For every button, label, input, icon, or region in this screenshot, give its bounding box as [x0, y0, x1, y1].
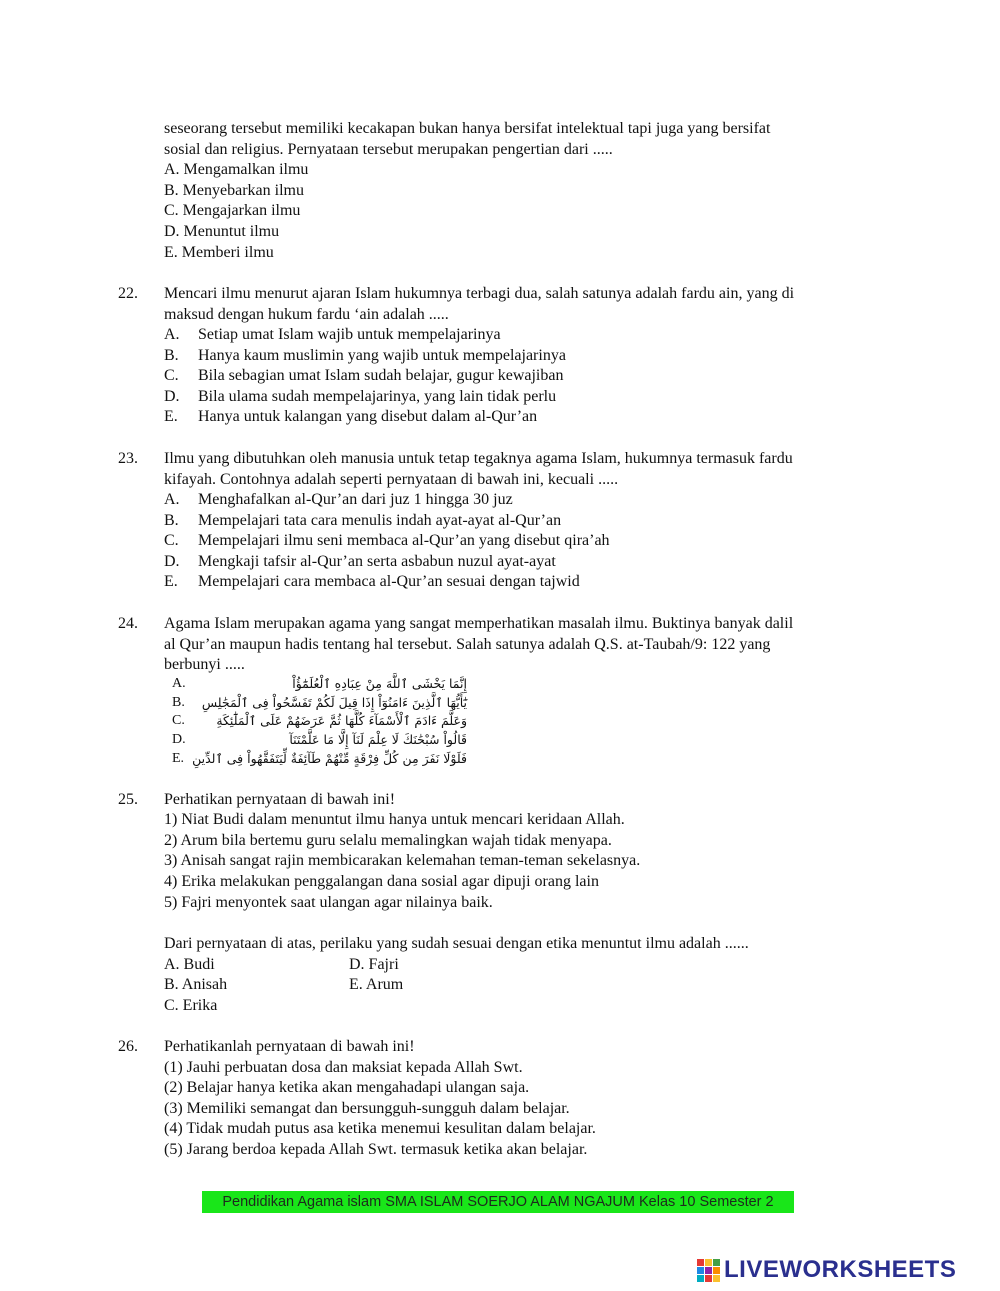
footer-banner: Pendidikan Agama islam SMA ISLAM SOERJO ALAM NGAJUM Kelas 10 Semester 2: [202, 1191, 794, 1213]
q23-option-b-text: Mempelajari tata cara menulis indah ayat-ayat al-Qur’an: [198, 512, 562, 529]
q26-statement-2: (2) Belajar hanya ketika akan mengahadapi ulangan saja.: [164, 1079, 530, 1096]
q25-option-b: B. Anisah: [164, 976, 228, 993]
liveworksheets-wordmark: LIVEWORKSHEETS: [724, 1256, 957, 1283]
q22-option-c-text: Bila sebagian umat Islam sudah belajar, gugur kewajiban: [198, 367, 564, 384]
q21-option-e: E. Memberi ilmu: [164, 244, 274, 261]
q23-text-line-1: Ilmu yang dibutuhkan oleh manusia untuk tetap tegaknya agama Islam, hukumnya termasuk fardu: [164, 450, 793, 467]
q22-option-c-letter: C.: [164, 367, 179, 384]
q24-option-e-arabic: فَلَوْلَا نَفَرَ مِن كُلِّ فِرْقَةٍ مِّنْهُمْ طَآئِفَةٌ لِّيَتَفَقَّهُواْ فِى ٱلدِّينِ: [192, 751, 467, 766]
q26-intro: Perhatikanlah pernyataan di bawah ini!: [164, 1038, 415, 1055]
q24-option-a-arabic: إِنَّمَا يَخْشَى ٱللَّهَ مِنْ عِبَادِهِ ٱلْعُلَمَٰٓؤُاْ: [292, 676, 467, 691]
q26-statement-5: (5) Jarang berdoa kepada Allah Swt. termasuk ketika akan belajar.: [164, 1141, 588, 1158]
q24-text-line-2: al Qur’an maupun hadis tentang hal tersebut. Salah satunya adalah Q.S. at-Taubah/9: 122 yang: [164, 636, 771, 653]
q24-option-c-letter: C.: [172, 713, 185, 728]
q24-option-d-letter: D.: [172, 732, 186, 747]
q23-option-e-text: Mempelajari cara membaca al-Qur’an sesuai dengan tajwid: [198, 573, 580, 590]
q23-number: 23.: [118, 450, 138, 467]
q25-statement-2: 2) Arum bila bertemu guru selalu memalingkan wajah tidak menyapa.: [164, 832, 612, 849]
q24-option-e-letter: E.: [172, 751, 185, 766]
q21-option-a: A. Mengamalkan ilmu: [164, 161, 309, 178]
q23-option-c-text: Mempelajari ilmu seni membaca al-Qur’an yang disebut qira’ah: [198, 532, 610, 549]
q22-option-e-text: Hanya untuk kalangan yang disebut dalam al-Qur’an: [198, 408, 538, 425]
q24-number: 24.: [118, 615, 138, 632]
q25-option-e: E. Arum: [349, 976, 404, 993]
q21-option-c: C. Mengajarkan ilmu: [164, 202, 301, 219]
q22-option-a-text: Setiap umat Islam wajib untuk mempelajarinya: [198, 326, 501, 343]
q21-text-line-1: seseorang tersebut memiliki kecakapan bukan hanya bersifat intelektual tapi juga yang bersifat: [164, 120, 771, 137]
q25-intro: Perhatikan pernyataan di bawah ini!: [164, 791, 396, 808]
q25-statement-4: 4) Erika melakukan penggalangan dana sosial agar dipuji orang lain: [164, 873, 599, 890]
q25-option-a: A. Budi: [164, 956, 215, 973]
q21-text-line-2: sosial dan religius. Pernyataan tersebut merupakan pengertian dari .....: [164, 141, 613, 158]
q25-statement-3: 3) Anisah sangat rajin membicarakan kelemahan teman-teman sekelasnya.: [164, 852, 641, 869]
q22-option-e-letter: E.: [164, 408, 178, 425]
q22-option-b-letter: B.: [164, 347, 179, 364]
q23-option-d-text: Mengkaji tafsir al-Qur’an serta asbabun nuzul ayat-ayat: [198, 553, 556, 570]
q25-number: 25.: [118, 791, 138, 808]
q25-question: Dari pernyataan di atas, perilaku yang sudah sesuai dengan etika menuntut ilmu adalah ......: [164, 935, 749, 952]
q24-option-b-letter: B.: [172, 695, 185, 710]
q24-text-line-1: Agama Islam merupakan agama yang sangat memperhatikan masalah ilmu. Buktinya banyak dalil: [164, 615, 794, 632]
q23-option-a-letter: A.: [164, 491, 180, 508]
q22-option-d-letter: D.: [164, 388, 180, 405]
q22-text-line-2: maksud dengan hukum fardu ‘ain adalah .....: [164, 306, 449, 323]
q23-option-d-letter: D.: [164, 553, 180, 570]
q25-statement-1: 1) Niat Budi dalam menuntut ilmu hanya untuk mencari keridaan Allah.: [164, 811, 625, 828]
q24-option-a-letter: A.: [172, 676, 186, 691]
q26-statement-3: (3) Memiliki semangat dan bersungguh-sungguh dalam belajar.: [164, 1100, 570, 1117]
q23-option-c-letter: C.: [164, 532, 179, 549]
q24-option-c-arabic: وَعَلَّمَ ءَادَمَ ٱلْأَسْمَآءَ كُلَّهَا ثُمَّ عَرَضَهُمْ عَلَى ٱلْمَلَٰٓئِكَةِ: [216, 713, 467, 728]
liveworksheets-brand[interactable]: [697, 1257, 956, 1283]
q22-number: 22.: [118, 285, 138, 302]
q24-option-b-arabic: يَٰٓأَيُّهَا ٱلَّذِينَ ءَامَنُوٓاْ إِذَا قِيلَ لَكُمْ تَفَسَّحُواْ فِى ٱلْمَجَٰلِسِ: [201, 695, 467, 710]
q26-statement-4: (4) Tidak mudah putus asa ketika menemui kesulitan dalam belajar.: [164, 1120, 596, 1137]
q23-text-line-2: kifayah. Contohnya adalah seperti pernyataan di bawah ini, kecuali .....: [164, 471, 619, 488]
q26-number: 26.: [118, 1038, 138, 1055]
q23-option-b-letter: B.: [164, 512, 179, 529]
q24-option-d-arabic: قَالُواْ سُبْحَٰنَكَ لَا عِلْمَ لَنَآ إِلَّا مَا عَلَّمْتَنَآ: [289, 732, 467, 747]
q25-statement-5: 5) Fajri menyontek saat ulangan agar nilainya baik.: [164, 894, 493, 911]
q24-text-line-3: berbunyi .....: [164, 656, 245, 673]
q25-option-d: D. Fajri: [349, 956, 399, 973]
q22-option-a-letter: A.: [164, 326, 180, 343]
q26-statement-1: (1) Jauhi perbuatan dosa dan maksiat kepada Allah Swt.: [164, 1059, 523, 1076]
q21-option-d: D. Menuntut ilmu: [164, 223, 280, 240]
q25-option-c: C. Erika: [164, 997, 218, 1014]
liveworksheets-logo-icon: [697, 1259, 720, 1282]
q23-option-e-letter: E.: [164, 573, 178, 590]
q21-option-b: B. Menyebarkan ilmu: [164, 182, 304, 199]
q23-option-a-text: Menghafalkan al-Qur’an dari juz 1 hingga 30 juz: [198, 491, 513, 508]
q22-option-b-text: Hanya kaum muslimin yang wajib untuk mempelajarinya: [198, 347, 566, 364]
q22-text-line-1: Mencari ilmu menurut ajaran Islam hukumnya terbagi dua, salah satunya adalah fardu ain, yang di: [164, 285, 795, 302]
q22-option-d-text: Bila ulama sudah mempelajarinya, yang lain tidak perlu: [198, 388, 557, 405]
